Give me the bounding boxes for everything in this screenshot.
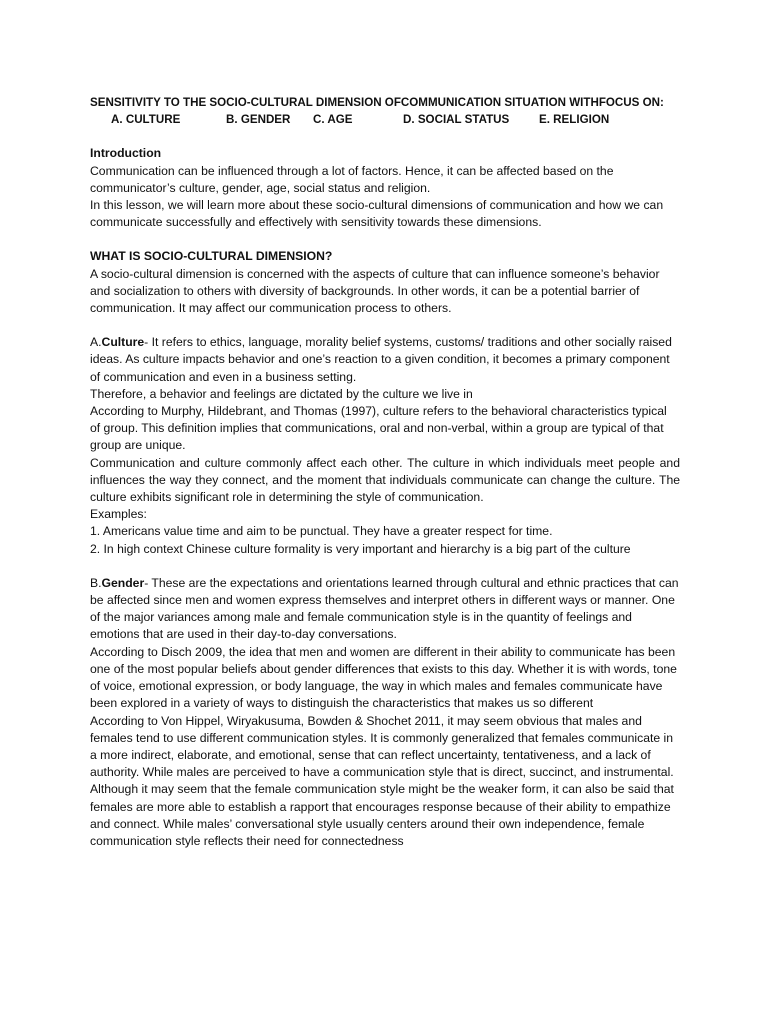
introduction-paragraph: Communication can be influenced through a lot of factors. Hence, it can be affected based on the communicator’s culture, gender, age, social status and religion. [90,163,614,195]
section-prefix: A. [90,335,102,350]
introduction-paragraph: In this lesson, we will learn more about these socio-cultural dimensions of communication and how we can communicate successfully and effectively with sensitivity towards these dimensions. [90,198,664,230]
topic-age: C. AGE [313,113,353,127]
definition-paragraph: A socio-cultural dimension is concerned with the aspects of culture that can influence someone’s behavior and socialization to others with diversity of backgrounds. In other words, it can be a potential barrier of communication. It may affect our communication process to others. [90,266,660,316]
topic-social-status: D. SOCIAL STATUS [403,113,510,127]
spacer [90,558,680,575]
document-body [90,94,680,850]
culture-paragraph: Communication and culture commonly affect each other. The culture in which individuals meet people and influences the way they connect, and the moment that individuals communicate can change the culture. The culture exhibits significant role in determining the style of communication. [90,455,680,505]
spacer [90,128,680,145]
example-item: 2. In high context Chinese culture formality is very important and hierarchy is a big part of the culture [90,541,631,556]
example-item: 1. Americans value time and aim to be punctual. They have a greater respect for time. [90,524,553,539]
gender-paragraph: According to Von Hippel, Wiryakusuma, Bowden & Shochet 2011, it may seem obvious that males and females tend to use different communication styles. It is commonly generalized that females communicate in a more indirect, elaborate, and emotional, sense that can reflect uncertainty, tentativeness, and a lack of authority. While males are perceived to have a communication style that is direct, succinct, and instrumental. Although it may seem that the female communication style might be the weaker form, it can also be said that females are more able to establish a rapport that encourages response because of their ability to empathize and connect. While males’ conversational style usually centers around their own independence, female communication style reflects their need for connectedness [90,713,674,848]
topic-culture: A. CULTURE [111,113,181,127]
culture-term: Culture [101,335,145,350]
document-title: SENSITIVITY TO THE SOCIO-CULTURAL DIMENSION OFCOMMUNICATION SITUATION WITHFOCUS ON: [90,96,664,109]
spacer [90,231,680,248]
topic-religion: E. RELIGION [539,113,610,127]
culture-paragraph [90,334,680,386]
spacer [90,317,680,334]
gender-lead-text: - These are the expectations and orientations learned through cultural and ethnic practices that can be affected since men and women express themselves and interpret others in different ways or manner. One of the major variances among male and female communication style is in the quantity of feelings and emotions that are used in their day-to-day conversations. [90,575,679,642]
definition-heading: WHAT IS SOCIO-CULTURAL DIMENSION? [90,249,333,264]
culture-paragraph: According to Murphy, Hildebrant, and Thomas (1997), culture refers to the behavioral characteristics typical of group. This definition implies that communications, oral and non-verbal, within a group are typical of that group are unique. [90,404,667,453]
gender-term: Gender [101,575,145,590]
section-prefix: B. [90,575,102,590]
culture-paragraph: Therefore, a behavior and feelings are dictated by the culture we live in [90,386,473,401]
topic-list [90,111,680,128]
gender-paragraph: According to Disch 2009, the idea that men and women are different in their ability to communicate has been one of the most popular beliefs about gender differences that exists to this day. Whether it is with words, tone of voice, emotional expression, or body language, the way in which males and females communicate have been explored in a variety of ways to distinguish the characteristics that makes us so different [90,644,677,711]
introduction-heading: Introduction [90,146,162,161]
gender-paragraph [90,575,680,644]
topic-gender: B. GENDER [226,113,291,127]
examples-label: Examples: [90,507,147,522]
culture-lead-text: - It refers to ethics, language, morality belief systems, customs/ traditions and other socially raised ideas. As culture impacts behavior and one’s reaction to a given condition, it becomes a primary component of communication and even in a business setting. [90,335,672,384]
